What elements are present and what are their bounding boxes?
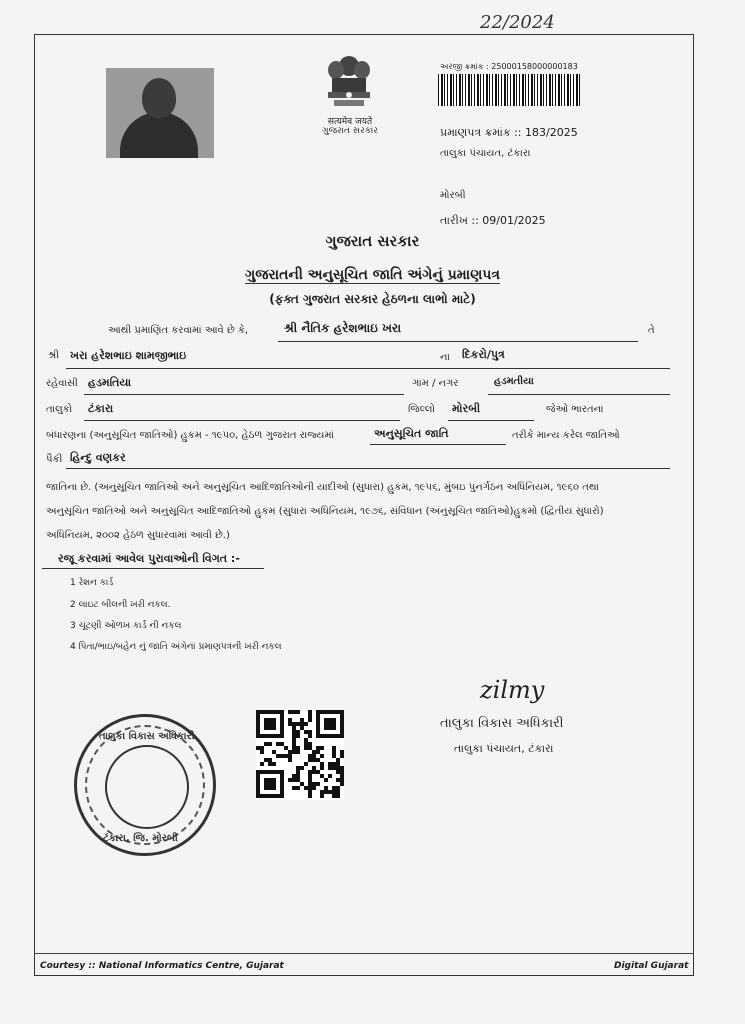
qr-module: [260, 750, 264, 754]
issuing-office: તાલુકા પંચાયત, ટંકારા: [440, 148, 531, 159]
ashoka-emblem-icon: [314, 52, 384, 112]
qr-module: [268, 742, 272, 746]
qr-module: [296, 734, 300, 738]
qr-module: [320, 794, 324, 798]
qr-module: [320, 766, 324, 770]
district-label: જિલ્લો: [408, 404, 435, 415]
officer-office: તાલુકા પંચાયત, ટંકારા: [454, 742, 554, 755]
certificate-number: પ્રમાણપત્ર ક્રમાંક :: 183/2025: [440, 126, 578, 139]
certificate-title: ગુજરાતની અનુસૂચિત જાતિ અંગેનું પ્રમાણપત્ર: [244, 267, 500, 283]
resident-value: હડમતિયા: [88, 376, 132, 389]
taluka-underline: [84, 420, 400, 421]
qr-module: [308, 794, 312, 798]
qr-module: [280, 794, 284, 798]
seal-center: [105, 745, 189, 829]
evidence-item: 2 લાઇટ બીલની ખરી નકલ.: [70, 600, 171, 610]
father-name: ખરા હરેશભાઇ શામજીભાઇ: [70, 349, 187, 362]
shri-label: શ્રી: [48, 350, 60, 361]
qr-module: [272, 762, 276, 766]
qr-module: [304, 722, 308, 726]
qr-module: [296, 750, 300, 754]
handwritten-underline: [478, 34, 588, 35]
seal-bottom-text: ટંકારા, જિ. મોરબી: [103, 833, 178, 844]
na-text: ના: [440, 352, 450, 363]
relation-value: દિકરો/પુત્ર: [462, 348, 505, 361]
qr-module: [304, 762, 308, 766]
category-underline: [370, 444, 506, 445]
handwritten-date: 22/2024: [480, 12, 555, 33]
qr-module: [308, 718, 312, 722]
district-value: મોરબી: [452, 402, 481, 415]
evidence-item: 3 ચૂંટણી ઓળખ કાર્ડ ની નકલ: [70, 621, 182, 631]
emblem-label: ગુજરાત સરકાર: [322, 126, 378, 136]
qr-module: [332, 726, 336, 730]
qr-module: [316, 782, 320, 786]
subcaste-underline: [66, 468, 670, 469]
taluka-label: તાલુકો: [46, 404, 73, 415]
qr-module: [288, 758, 292, 762]
qr-module: [260, 762, 264, 766]
photo-head: [142, 78, 176, 118]
qr-module: [280, 734, 284, 738]
applicant-name: શ્રી નૈતિક હરેશભાઇ ખરા: [284, 321, 402, 335]
qr-module: [312, 786, 316, 790]
footer-divider: [34, 953, 694, 954]
qr-module: [300, 766, 304, 770]
sub-caste-label: પૈકી: [46, 454, 63, 465]
footer-brand: Digital Gujarat: [614, 961, 689, 971]
resident-label: રહેવાસી: [46, 378, 78, 389]
taluka-value: ટંકારા: [88, 402, 114, 415]
te-text: તે: [648, 325, 655, 336]
qr-module: [320, 754, 324, 758]
qr-module: [272, 726, 276, 730]
evidence-item: 1 રેશન કાર્ડ: [70, 578, 114, 588]
qr-module: [320, 746, 324, 750]
barcode: [438, 74, 580, 106]
qr-module: [296, 710, 300, 714]
name-underline: [278, 341, 638, 342]
qr-module: [340, 754, 344, 758]
evidence-item: 4 પિતા/ભાઇ/બહેન નું જાતિ અંગેનાં પ્રમાણપત્રની ખરી નકલ: [70, 642, 282, 652]
country-text: જેઓ ભારતના: [546, 404, 604, 415]
sub-caste-value: હિન્દુ વણકર: [70, 451, 126, 464]
qr-module: [336, 794, 340, 798]
photo-shoulders: [120, 112, 198, 158]
qr-module: [340, 782, 344, 786]
government-title: ગુજરાત સરકાર: [325, 232, 420, 250]
legal-para-2: અનુસૂચિત જાતિઓ અને અનુસૂચિત આદિજાતિઓ હુકમ (સુધારા અધિનિયમ, ૧૯૭૬, સંવિધાન (અનુસૂચિત જાતિઓ)હુકમો (દ્વિતીય સુધારો): [46, 506, 604, 517]
issue-date: તારીખ :: 09/01/2025: [440, 214, 546, 227]
evidence-underline: [42, 568, 264, 569]
resident-underline: [84, 394, 404, 395]
qr-module: [296, 786, 300, 790]
constitution-text: બંધારણના (અનુસૂચિત જાતિઓ) હુકમ - ૧૯૫૦, હેઠળ ગુજરાત રાજ્યમાં: [46, 430, 334, 441]
qr-module: [340, 734, 344, 738]
footer-courtesy: Courtesy :: National Informatics Centre, Gujarat: [40, 961, 284, 971]
district-underline: [448, 420, 534, 421]
emblem-motto: सत्यमेव जयते: [327, 117, 373, 127]
qr-module: [272, 786, 276, 790]
evidence-heading: રજૂ કરવામાં આવેલ પુરાવાઓની વિગત :-: [58, 552, 240, 565]
applicant-photo: [106, 68, 214, 158]
village-label: ગામ / નગર: [412, 378, 459, 389]
intro-text: આથી પ્રમાણિત કરવામાં આવે છે કે,: [108, 325, 249, 336]
official-seal: [74, 714, 216, 856]
signature: zilmy: [480, 676, 545, 704]
qr-module: [308, 734, 312, 738]
village-underline: [488, 394, 670, 395]
caste-category: અનુસૂચિત જાતિ: [374, 427, 449, 440]
father-underline: [66, 368, 670, 369]
qr-code: [256, 710, 344, 800]
officer-designation: તાલુકા વિકાસ અધિકારી: [440, 716, 564, 731]
qr-module: [324, 778, 328, 782]
legal-para-1: જાતિના છે. (અનુસૂચિત જાતિઓ અને અનુસૂચિત આદિજાતિઓની યાદીઓ (સુધારા) હુકમ, ૧૯૫૬, મુંબઇ પુનર્ગઠન અધિનિયમ, ૧૯૬૦ તથા: [46, 482, 599, 493]
issuing-district: મોરબી: [440, 190, 466, 201]
application-number: અરજી ક્રમાંક : 25000158000000183: [440, 62, 578, 71]
qr-module: [328, 774, 332, 778]
recognized-text: તરીકે માન્ય કરેલ જાતિઓ: [512, 430, 620, 441]
legal-para-3: અધિનિયમ, ૨૦૦૨ હેઠળ સુધારવામાં આવી છે.): [46, 530, 230, 541]
village-value: હડમતીયા: [494, 376, 534, 387]
seal-top-text: તાલુકા વિકાસ અધિકારી: [99, 731, 195, 742]
certificate-subtitle: (ફક્ત ગુજરાત સરકાર હેઠળના લાભો માટે): [269, 292, 476, 306]
